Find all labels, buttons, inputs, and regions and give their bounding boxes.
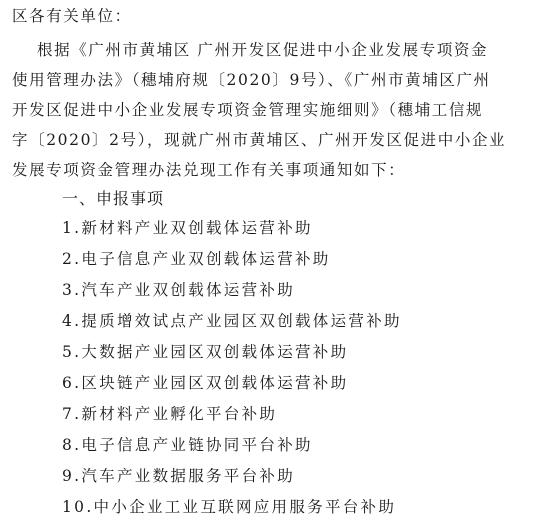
section-heading: 一、申报事项	[62, 189, 165, 208]
list-item: 5.大数据产业园区双创载体运营补助	[62, 343, 349, 361]
paragraph-line-5: 发展专项资金管理办法兑现工作有关事项通知如下：	[12, 161, 406, 179]
list-item: 9.汽车产业数据服务平台补助	[62, 467, 295, 485]
list-item: 6.区块链产业园区双创载体运营补助	[62, 374, 349, 392]
list-item: 3.汽车产业双创载体运营补助	[62, 281, 295, 299]
paragraph-line-2: 使用管理办法》（穗埔府规〔2020〕9号）、《广州市黄埔区广州	[12, 71, 491, 89]
paragraph-line-3: 开发区促进中小企业发展专项资金管理实施细则》（穗埔工信规	[12, 101, 484, 119]
list-item: 7.新材料产业孵化平台补助	[62, 405, 278, 423]
salutation: 区各有关单位：	[12, 7, 132, 25]
list-item: 10.中小企业工业互联网应用服务平台补助	[62, 498, 397, 516]
paragraph-line-4: 字〔2020〕2号），现就广州市黄埔区、广州开发区促进中小企业	[12, 131, 507, 149]
list-item: 1.新材料产业双创载体运营补助	[62, 219, 313, 237]
list-item: 2.电子信息产业双创载体运营补助	[62, 250, 331, 268]
list-item: 4.提质增效试点产业园区双创载体运营补助	[62, 312, 402, 330]
list-item: 8.电子信息产业链协同平台补助	[62, 436, 313, 454]
paragraph-line-1: 根据《广州市黄埔区 广州开发区促进中小企业发展专项资金	[37, 41, 489, 59]
